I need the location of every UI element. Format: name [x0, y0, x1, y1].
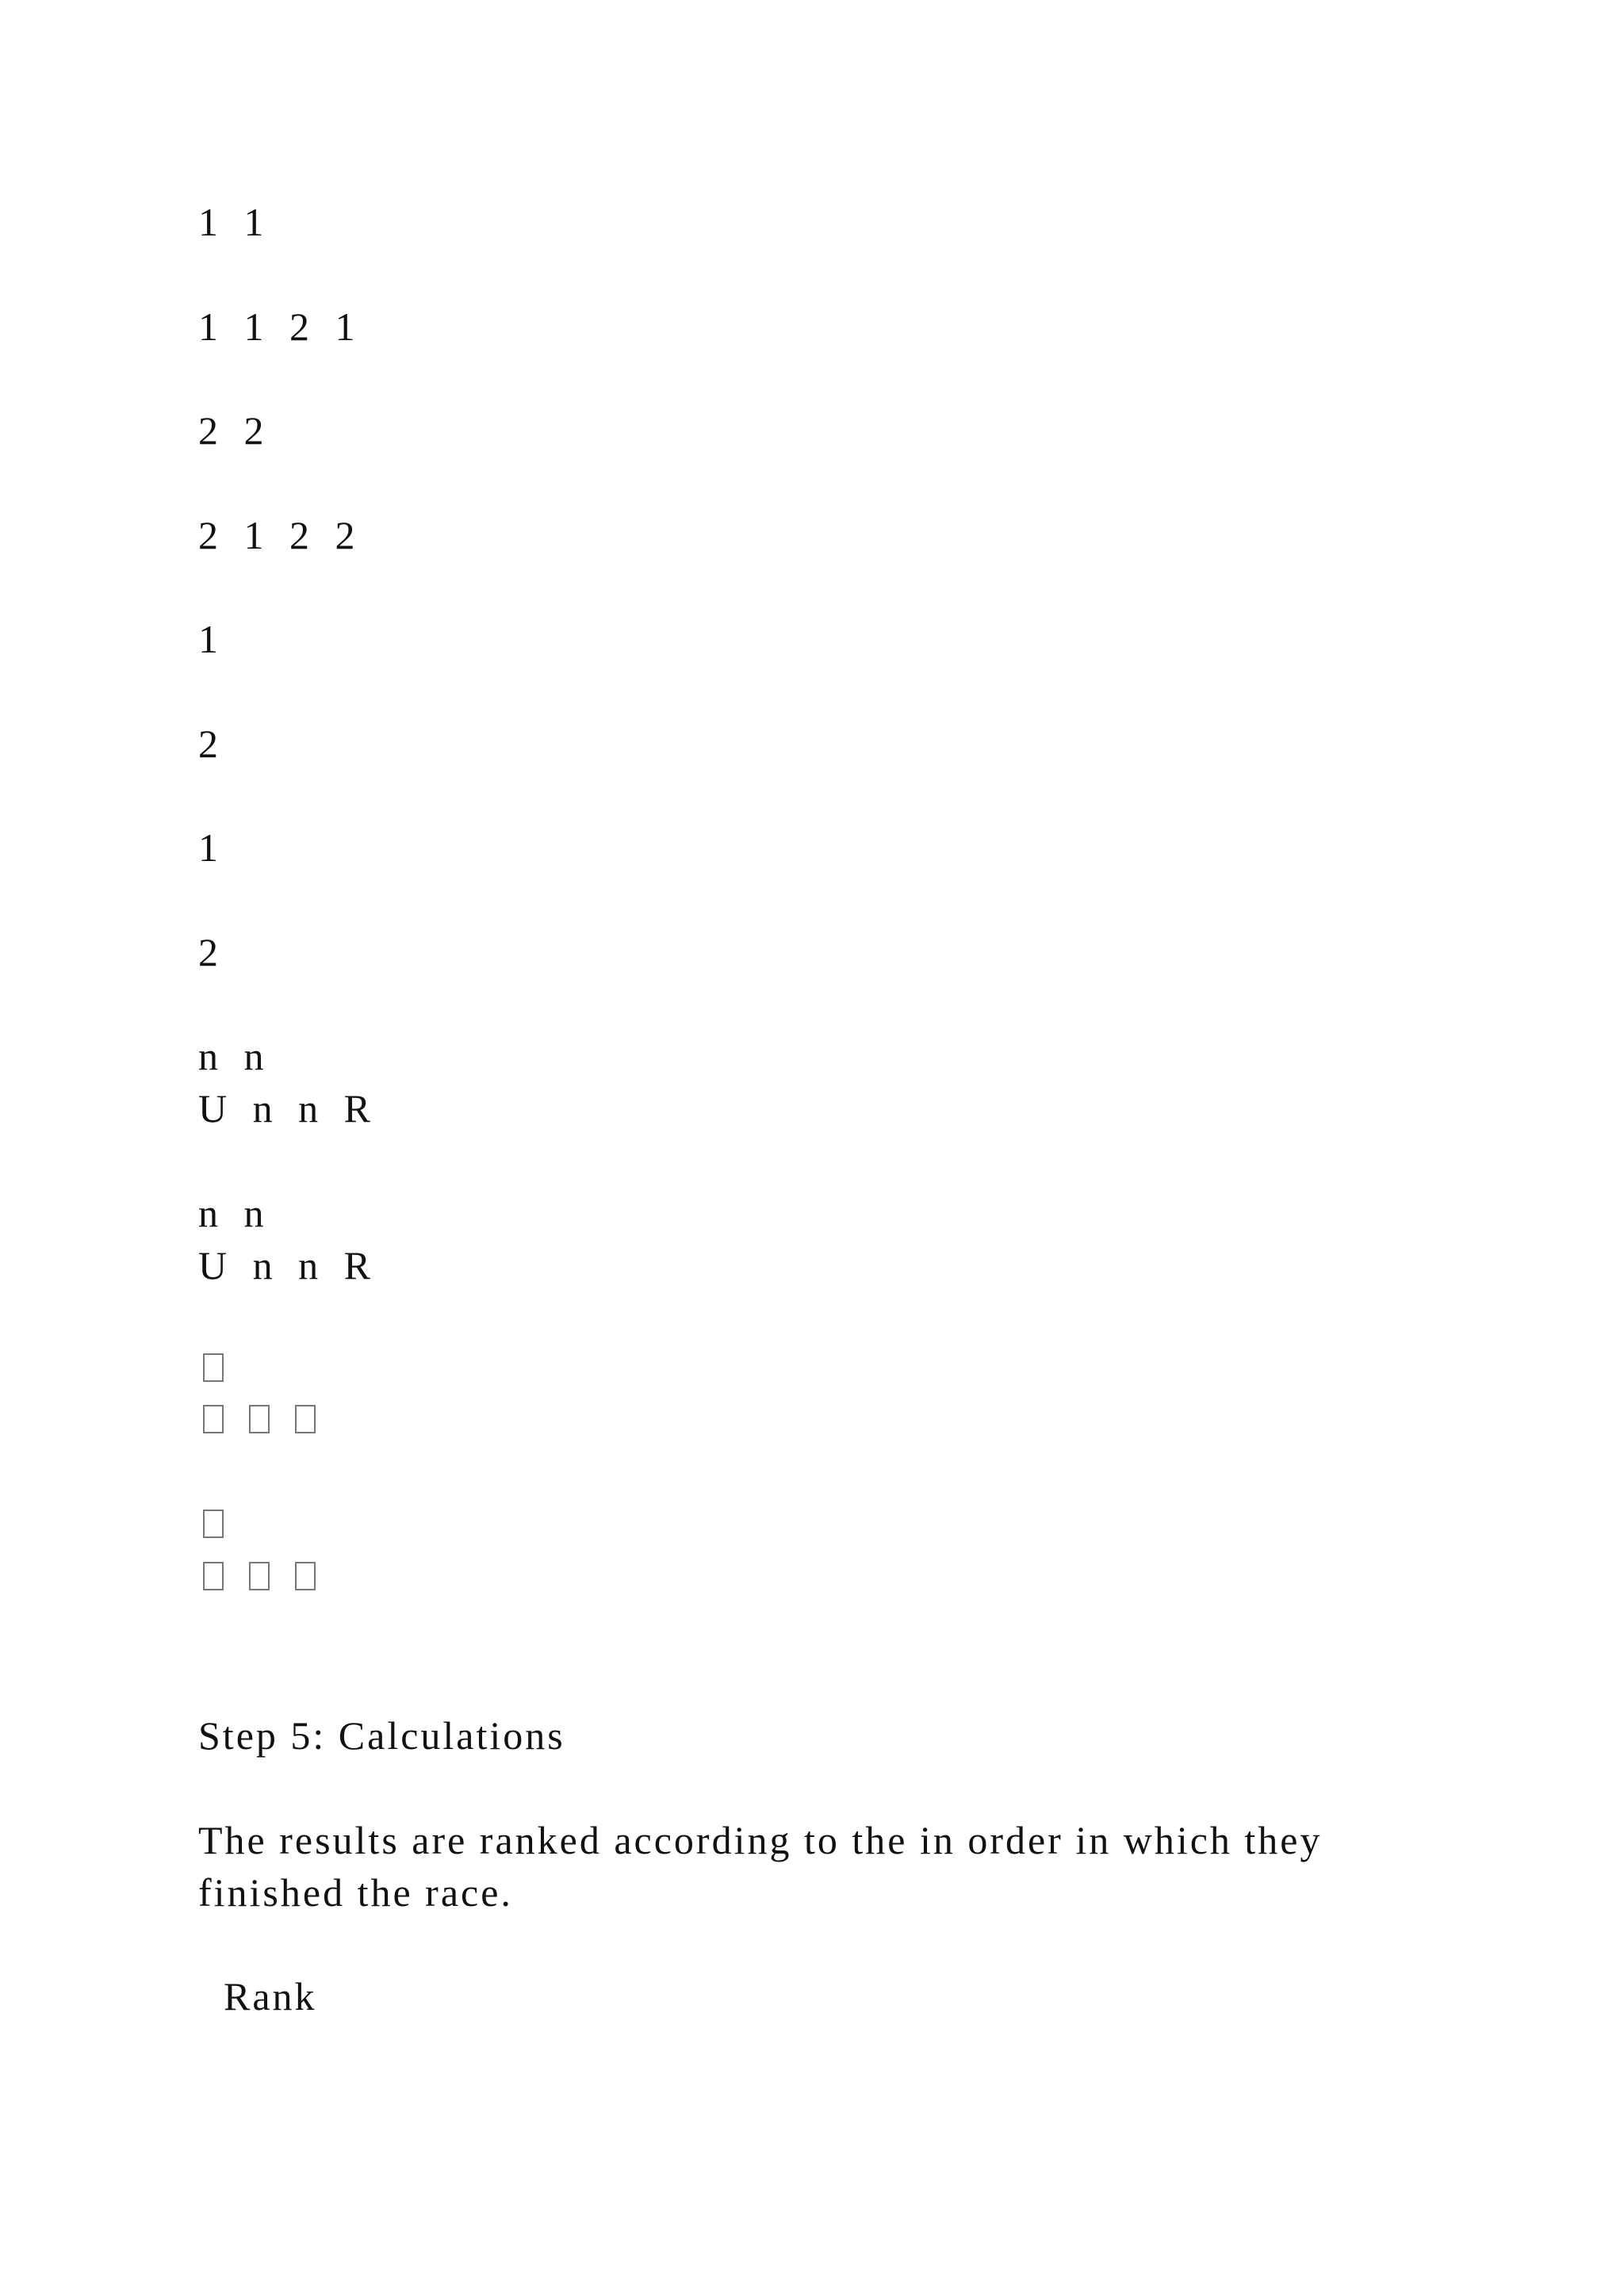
missing-glyph-row-2a: [203, 1510, 224, 1541]
missing-glyph-icon: [249, 1405, 270, 1433]
formula-line-8: 2: [198, 930, 226, 974]
missing-glyph-icon: [295, 1405, 316, 1433]
u-statistic-1-formula: U n n R: [198, 1086, 378, 1131]
step-heading: Step 5: Calculations: [198, 1713, 565, 1758]
table-header-rank: Rank: [224, 1974, 317, 2019]
missing-glyph-icon: [249, 1562, 270, 1590]
missing-glyph-icon: [295, 1562, 316, 1590]
missing-glyph-row-1b: [203, 1405, 316, 1437]
formula-line-2: 1 1 2 1: [198, 304, 363, 349]
missing-glyph-row-2b: [203, 1562, 316, 1594]
missing-glyph-row-1a: [203, 1353, 224, 1385]
missing-glyph-icon: [203, 1353, 224, 1382]
paragraph-line-1: The results are ranked according to the in order in which they: [198, 1818, 1323, 1862]
u-statistic-2-formula: U n n R: [198, 1243, 378, 1288]
missing-glyph-icon: [203, 1510, 224, 1538]
missing-glyph-icon: [203, 1405, 224, 1433]
u-statistic-1-subscripts: n n: [198, 1034, 272, 1078]
u-statistic-2-subscripts: n n: [198, 1191, 272, 1235]
formula-line-1: 1 1: [198, 200, 272, 244]
formula-line-4: 2 1 2 2: [198, 513, 363, 557]
formula-line-7: 1: [198, 825, 226, 870]
formula-line-3: 2 2: [198, 408, 272, 453]
missing-glyph-icon: [203, 1562, 224, 1590]
formula-line-5: 1: [198, 617, 226, 661]
formula-line-6: 2: [198, 721, 226, 766]
paragraph-line-2: finished the race.: [198, 1870, 513, 1915]
